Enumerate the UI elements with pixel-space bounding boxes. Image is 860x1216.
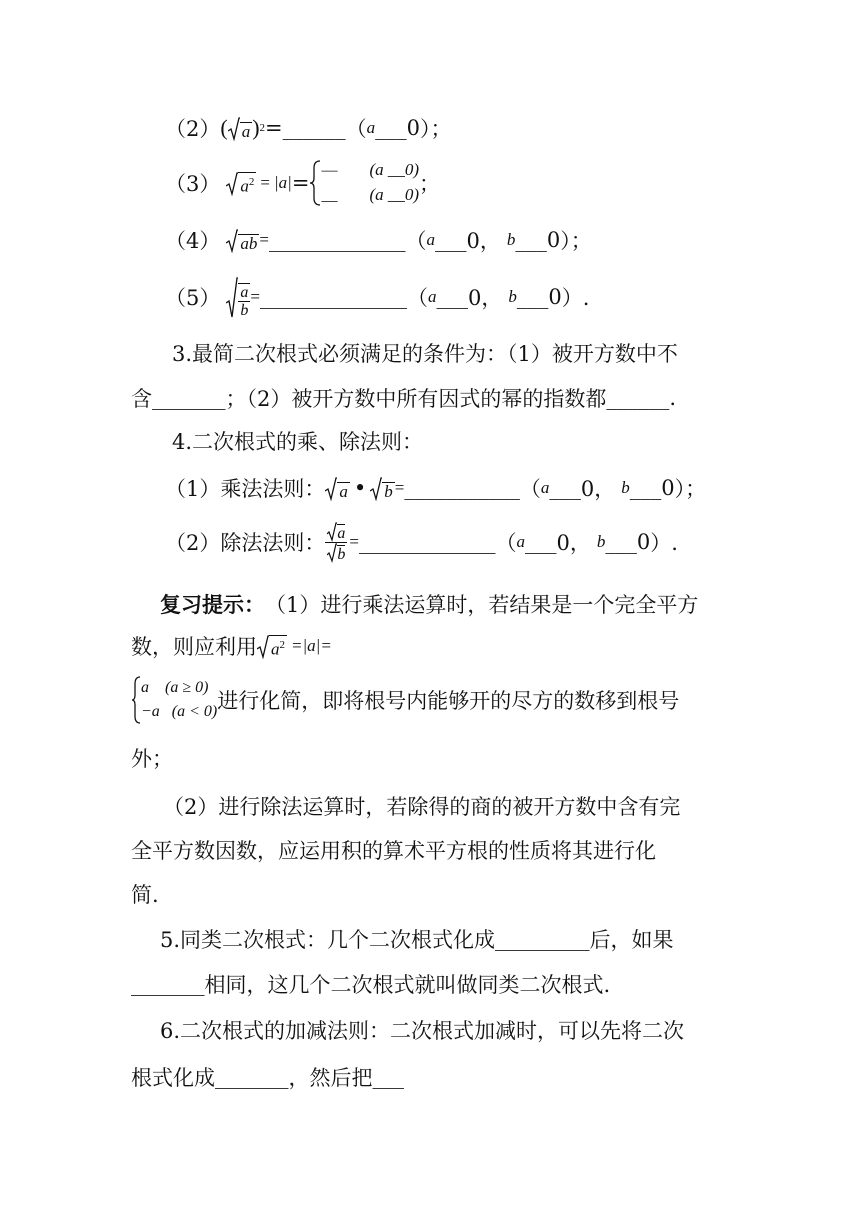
rule-6-line-1: 6.二次根式的加减法则：二次根式加减时，可以先将二次 [160,1019,685,1043]
item-3 [165,158,440,208]
blank: _______ [215,1065,289,1089]
right-paren: ) [252,115,260,140]
open-paren: （ [519,477,541,501]
absolute-value: |a| [273,173,292,192]
item-5 [165,272,589,322]
text: 后，如果 [589,928,674,952]
variable-b: b [508,287,517,306]
rule-4-title: 4.二次根式的乘、除法则： [172,430,424,454]
tips-p2-line-1: （2）进行除法运算时，若除得的商的被开方数中含有完 [163,795,681,819]
blank: _______ [131,972,205,996]
text: ，然后把 [288,1066,373,1090]
text: 相同，这几个二次根式就叫做同类二次根式. [204,973,611,997]
tips-heading: 复习提示： [160,592,265,617]
condition-blank-b: ___ [629,476,662,500]
tips-line-3 [131,674,679,726]
close-paren: ）. [561,286,590,310]
zero-a: 0， [467,286,503,310]
equals-2: = [291,171,310,195]
item-label: （5） [165,286,221,310]
case-1: a (a ≥ 0) [141,679,209,696]
variable-b: b [506,230,516,249]
rule-3-line-2 [131,380,676,416]
answer-blank: ___________ [404,476,520,500]
condition-blank-a: ___ [434,228,467,252]
close-paren: ）； [674,477,707,501]
radicand: ab [240,234,258,253]
zero-b: 0 [546,228,561,252]
left-brace [131,676,141,724]
blank: _______ [152,386,226,410]
item-label: （4） [165,229,221,253]
equals: = [349,532,359,551]
text: . [669,386,677,410]
radicand: a [241,122,251,141]
answer-blank: _____________ [268,228,406,252]
sqrt-symbol [325,475,350,501]
blank: ______ [606,386,670,410]
rule-3-line-1: 3.最简二次根式必须满足的条件为：（1）被开方数中不 [172,342,678,366]
radicand: $a^2$ [269,635,287,659]
condition-blank-b: ___ [605,530,637,554]
text: 根式化成 [131,1066,215,1090]
num-radicand: a [337,524,346,542]
equals: = [259,230,269,249]
zero-a: 0， [580,477,616,501]
rule-6-line-2 [131,1059,404,1095]
tips-text: （1）进行乘法运算时，若结果是一个完全平方 [265,593,699,617]
condition-blank-a: ___ [524,530,557,554]
answer-blank: ______ [282,116,346,140]
radicand: a [339,482,348,501]
text: 5.同类二次根式：几个二次根式化成 [160,928,496,952]
tips-line-1 [160,586,698,622]
answer-blank: ______________ [259,285,407,309]
den-radicand: b [337,545,346,563]
label: （2）除法法则： [165,531,326,555]
numerator [325,522,347,543]
rule-5-line-2 [131,966,610,1002]
equals: = [250,287,260,306]
zero: 0 [406,116,421,140]
answer-blank: _____________ [358,530,496,554]
condition-blank-a: ___ [436,285,468,309]
condition-blank-b: ___ [516,285,549,309]
variable-b: b [621,478,630,497]
blank: _________ [495,927,590,951]
text: 含 [131,387,152,411]
item-label: （3） [165,172,221,196]
exponent: 2 [259,122,266,134]
open-paren: （ [405,229,427,253]
tips-text: 进行化简，即将根号内能够开的尽方的数移到根号 [217,689,680,713]
zero-b: 0 [661,476,675,500]
close-paren: ）； [560,229,592,253]
case-1: — (a __0) [321,160,420,179]
left-brace [309,160,321,206]
variable-b: b [596,532,606,551]
variable-a: a [516,532,525,551]
denominator [327,543,345,563]
sqrt-symbol [226,227,259,253]
rule-4-mul [165,470,706,506]
equals: = [394,478,405,497]
numerator: a [240,284,249,301]
variable-a: a [540,478,550,497]
rule-5-line-1 [160,921,674,957]
close-paren: ）. [650,531,678,555]
sqrt-symbol [226,275,250,319]
tips-text: 数，则应利用 [131,635,257,659]
tips-p2-line-2: 全平方数因数，应运用积的算术平方根的性质将其进行化 [131,839,656,863]
open-paren: （ [495,531,517,555]
case-2: __ (a __0) [321,185,420,204]
cases [141,676,217,724]
tips-line-2 [131,628,332,664]
denominator: b [240,302,249,319]
cases [321,158,419,208]
equals-1: = [260,173,270,192]
condition-blank-b: ___ [515,228,547,252]
tips-line-4: 外； [131,747,173,771]
variable: a [366,118,376,137]
sqrt-symbol [228,115,253,141]
dot: • [353,476,367,500]
sqrt-symbol [226,170,256,196]
tips-p2-line-3: 简. [131,883,159,907]
open-paren: （ [345,117,367,141]
item-4 [165,222,592,258]
blank: ___ [372,1065,404,1089]
end-punct: ； [419,172,441,196]
text: ；（2）被开方数中所有因式的幂的指数都 [225,387,607,411]
condition-blank: ___ [375,116,407,140]
case-2: −a (a < 0) [141,703,218,720]
fraction [238,283,250,319]
equals: = [265,116,283,140]
variable-a: a [426,230,435,249]
item-label: （2） [165,117,221,141]
zero-b: 0 [636,530,651,554]
sqrt-fraction [325,522,347,563]
zero-b: 0 [548,285,562,309]
condition-blank-a: ___ [549,476,581,500]
radicand: $a^2$ [238,172,256,196]
zero-a: 0， [466,229,501,253]
sqrt-symbol [257,633,287,659]
zero-a: 0， [556,531,591,555]
rule-4-div [165,516,678,568]
open-paren: （ [406,286,428,310]
abs-eq: =|a|= [291,636,332,655]
left-paren: ( [220,115,228,140]
item-2 [165,110,452,146]
sqrt-symbol [370,475,395,501]
variable-a: a [427,287,437,306]
label: （1）乘法法则： [165,477,326,501]
radicand: b [384,482,393,501]
close-paren: ）； [420,117,452,141]
